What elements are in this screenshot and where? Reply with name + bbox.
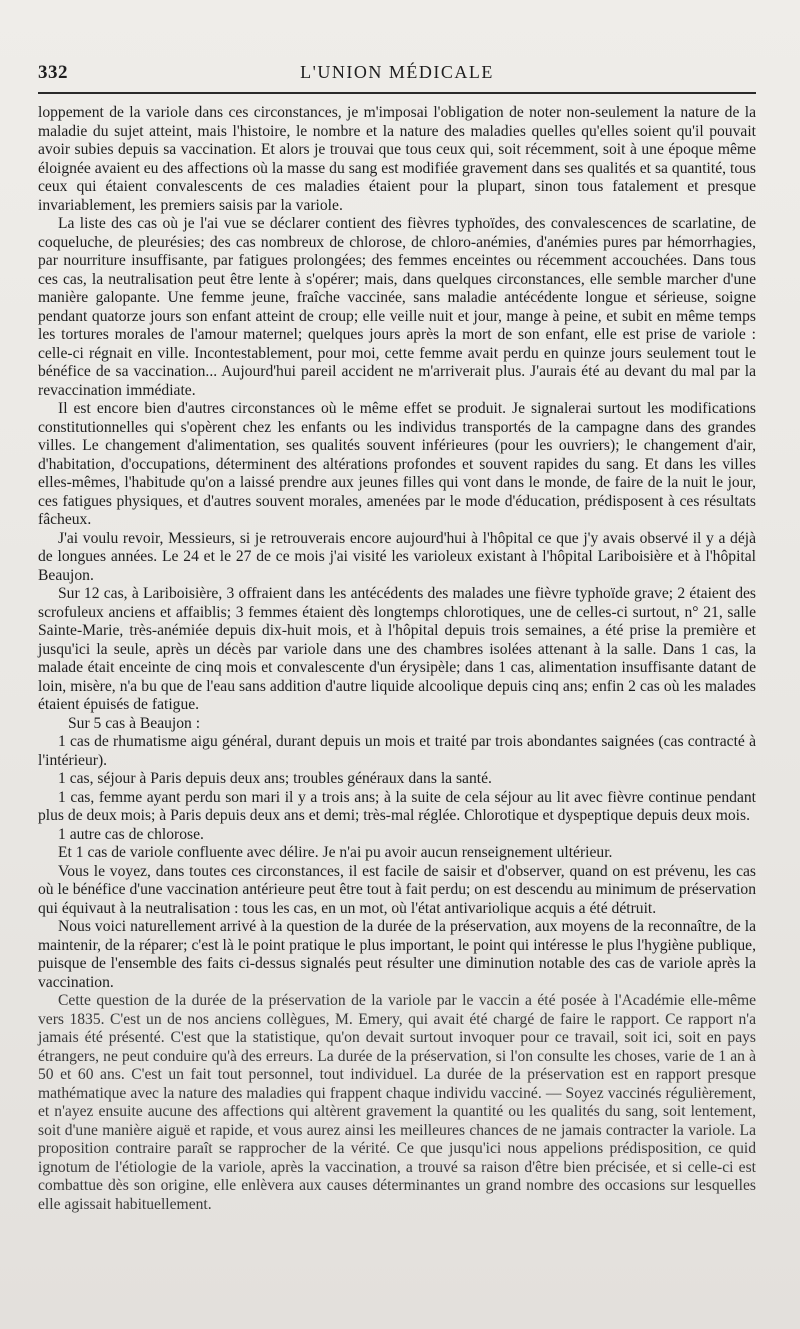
- header-rule: [38, 92, 756, 94]
- paragraph: Cette question de la durée de la préservation de la variole par le vaccin a été posée à l'Académie elle-même vers 1835. C'est un de nos anciens collègues, M. Emery, qui avait été chargé de faire le rapport. Ce rapport n'a jamais été présenté. C'est que la statistique, qu'on devait surtout invoquer pour ce travail, soit ici, soit en pays étrangers, ne peut conduire qu'à des erreurs. La durée de la préservation, si l'on consulte les choses, varie de 1 an à 50 et 60 ans. C'est un fait tout personnel, tout individuel. La durée de la préservation est en rapport presque mathématique avec la nature des maladies qui frappent chaque individu vacciné. — Soyez vaccinés régulièrement, et n'ayez ensuite aucune des affections qui altèrent gravement la quantité ou les qualités du sang, soit lentement, soit d'une manière aiguë et rapide, et vous aurez ainsi les meilleures chances de ne jamais contracter la variole. La proposition contraire paraît se rapprocher de la vérité. Ce que jusqu'ici nous appelions prédisposition, ce quid ignotum de l'étiologie de la variole, après la vaccination, a trouvé sa raison d'être bien précisée, et si celle-ci est combattue dès son origine, elle enlèvera aux causes déterminantes un grand nombre des occasions sur lesquelles elle agissait habituellement.: [38, 992, 756, 1213]
- paragraph: 1 cas, séjour à Paris depuis deux ans; troubles généraux dans la santé.: [58, 770, 492, 787]
- page-number: 332: [38, 62, 68, 83]
- page-header: [38, 62, 756, 92]
- paragraph: 1 cas de rhumatisme aigu général, durant depuis un mois et traité par trois abondantes saignées (cas contracté à l'intérieur).: [38, 733, 756, 769]
- paragraph: Il est encore bien d'autres circonstances où le même effet se produit. Je signalerai surtout les modifications constitutionnelles qui s'opèrent chez les enfants ou les individus transportés de la campagne dans des grandes villes. Le changement d'alimentation, ses qualités souvent inférieures (pour les ouvriers); le changement d'air, d'habitation, d'occupations, déterminent des altérations profondes et souvent rapides du sang. Et dans les villes elles-mêmes, l'habitude qu'on a laissé prendre aux jeunes filles qui vont dans le monde, de faire de la nuit le jour, ces fatigues physiques, et d'autres souvent morales, amenées par le mode d'éducation, prédisposent à ces résultats fâcheux.: [38, 400, 756, 528]
- paragraph: Et 1 cas de variole confluente avec délire. Je n'ai pu avoir aucun renseignement ultérieur.: [58, 844, 613, 861]
- paragraph: Nous voici naturellement arrivé à la question de la durée de la préservation, aux moyens de la reconnaître, de la maintenir, de la réparer; c'est là le point pratique le plus important, le point qui intéresse le plus l'hygiène publique, puisque de l'ensemble des faits ci-dessus signalés peut résulter une diminution notable des cas de variole après la vaccination.: [38, 918, 756, 991]
- paragraph: Vous le voyez, dans toutes ces circonstances, il est facile de saisir et d'observer, quand on est prévenu, les cas où le bénéfice d'une vaccination antérieure peut être tout à fait perdu; on est descendu au minimum de préservation qui équivaut à la neutralisation : tous les cas, en un mot, où l'état antivariolique acquis a été détruit.: [38, 862, 756, 917]
- paragraph: loppement de la variole dans ces circonstances, je m'imposai l'obligation de noter non-seulement la nature de la maladie du sujet atteint, mais l'histoire, le nombre et la nature des maladies quelles qu'elles soient qu'il pouvait avoir subies depuis sa vaccination. Et alors je trouvai que tous ceux qui, soit récemment, soit à une époque même éloignée avaient eu des affections où la masse du sang est modifiée gravement dans ses qualités et sa quantité, tous ceux qui étaient convalescents de ces maladies étaient pour la plupart, sinon tous fatalement et presque invariablement, les premiers saisis par la variole.: [38, 104, 756, 214]
- paragraph: J'ai voulu revoir, Messieurs, si je retrouverais encore aujourd'hui à l'hôpital ce que j'y avais observé il y a déjà de longues années. Le 24 et le 27 de ce mois j'ai visité les varioleux existant à l'hôpital Lariboisière et à l'hôpital Beaujon.: [38, 529, 756, 584]
- article-body: [38, 104, 756, 1214]
- paragraph: 1 autre cas de chlorose.: [58, 825, 204, 843]
- paragraph: La liste des cas où je l'ai vue se déclarer contient des fièvres typhoïdes, des convalescences de scarlatine, de coqueluche, de pleurésies; des cas nombreux de chlorose, de chloro-anémies, d'anémies pures par hémorrhagies, par nourriture insuffisante, par fatigues prolongées; des femmes enceintes ou récemment accouchées. Dans tous ces cas, la neutralisation peut être lente à s'opérer; mais, dans quelques circonstances, elle semble marcher d'une manière galopante. Une femme jeune, fraîche vaccinée, sans maladie antécédente longue et sérieuse, soigne pendant quatorze jours son enfant atteint de croup; elle veille nuit et jour, mange à peine, et subit en même temps les tortures morales de l'amour maternel; quelques jours après la mort de son enfant, elle est prise de variole : celle-ci régnait en ville. Incontestablement, pour moi, cette femme avait perdu en quinze jours seulement tout le bénéfice de sa vaccination... Aujourd'hui pareil accident ne m'arriverait plus. J'aurais été au devant du mal par la revaccination immédiate.: [38, 215, 756, 399]
- paragraph: 1 cas, femme ayant perdu son mari il y a trois ans; à la suite de cela séjour au lit avec fièvre continue pendant plus de deux mois; à Paris depuis deux ans et demi; très-mal réglée. Chlorotique et dyspeptique depuis deux mois.: [38, 788, 756, 824]
- running-title: L'UNION MÉDICALE: [300, 62, 494, 82]
- paragraph: Sur 5 cas à Beaujon :: [68, 714, 201, 732]
- paragraph: Sur 12 cas, à Lariboisière, 3 offraient dans les antécédents des malades une fièvre typhoïde grave; 2 étaient des scrofuleux anciens et affaiblis; 3 femmes étaient dès longtemps chlorotiques, une de celles-ci surtout, n° 21, salle Sainte-Marie, très-anémiée depuis dix-huit mois, et à l'hôpital depuis trois semaines, a été prise la première et jusqu'ici la seule, après un décès par variole dans une des chambres isolées attenant à la salle. Dans 1 cas, la malade était enceinte de cinq mois et convalescente d'un érysipèle; dans 1 cas, alimentation insuffisante datant de loin, misère, n'a bu que de l'eau sans addition d'autre liquide alcoolique depuis cinq ans; enfin 2 cas où les malades étaient épuisés de fatigue.: [38, 585, 756, 713]
